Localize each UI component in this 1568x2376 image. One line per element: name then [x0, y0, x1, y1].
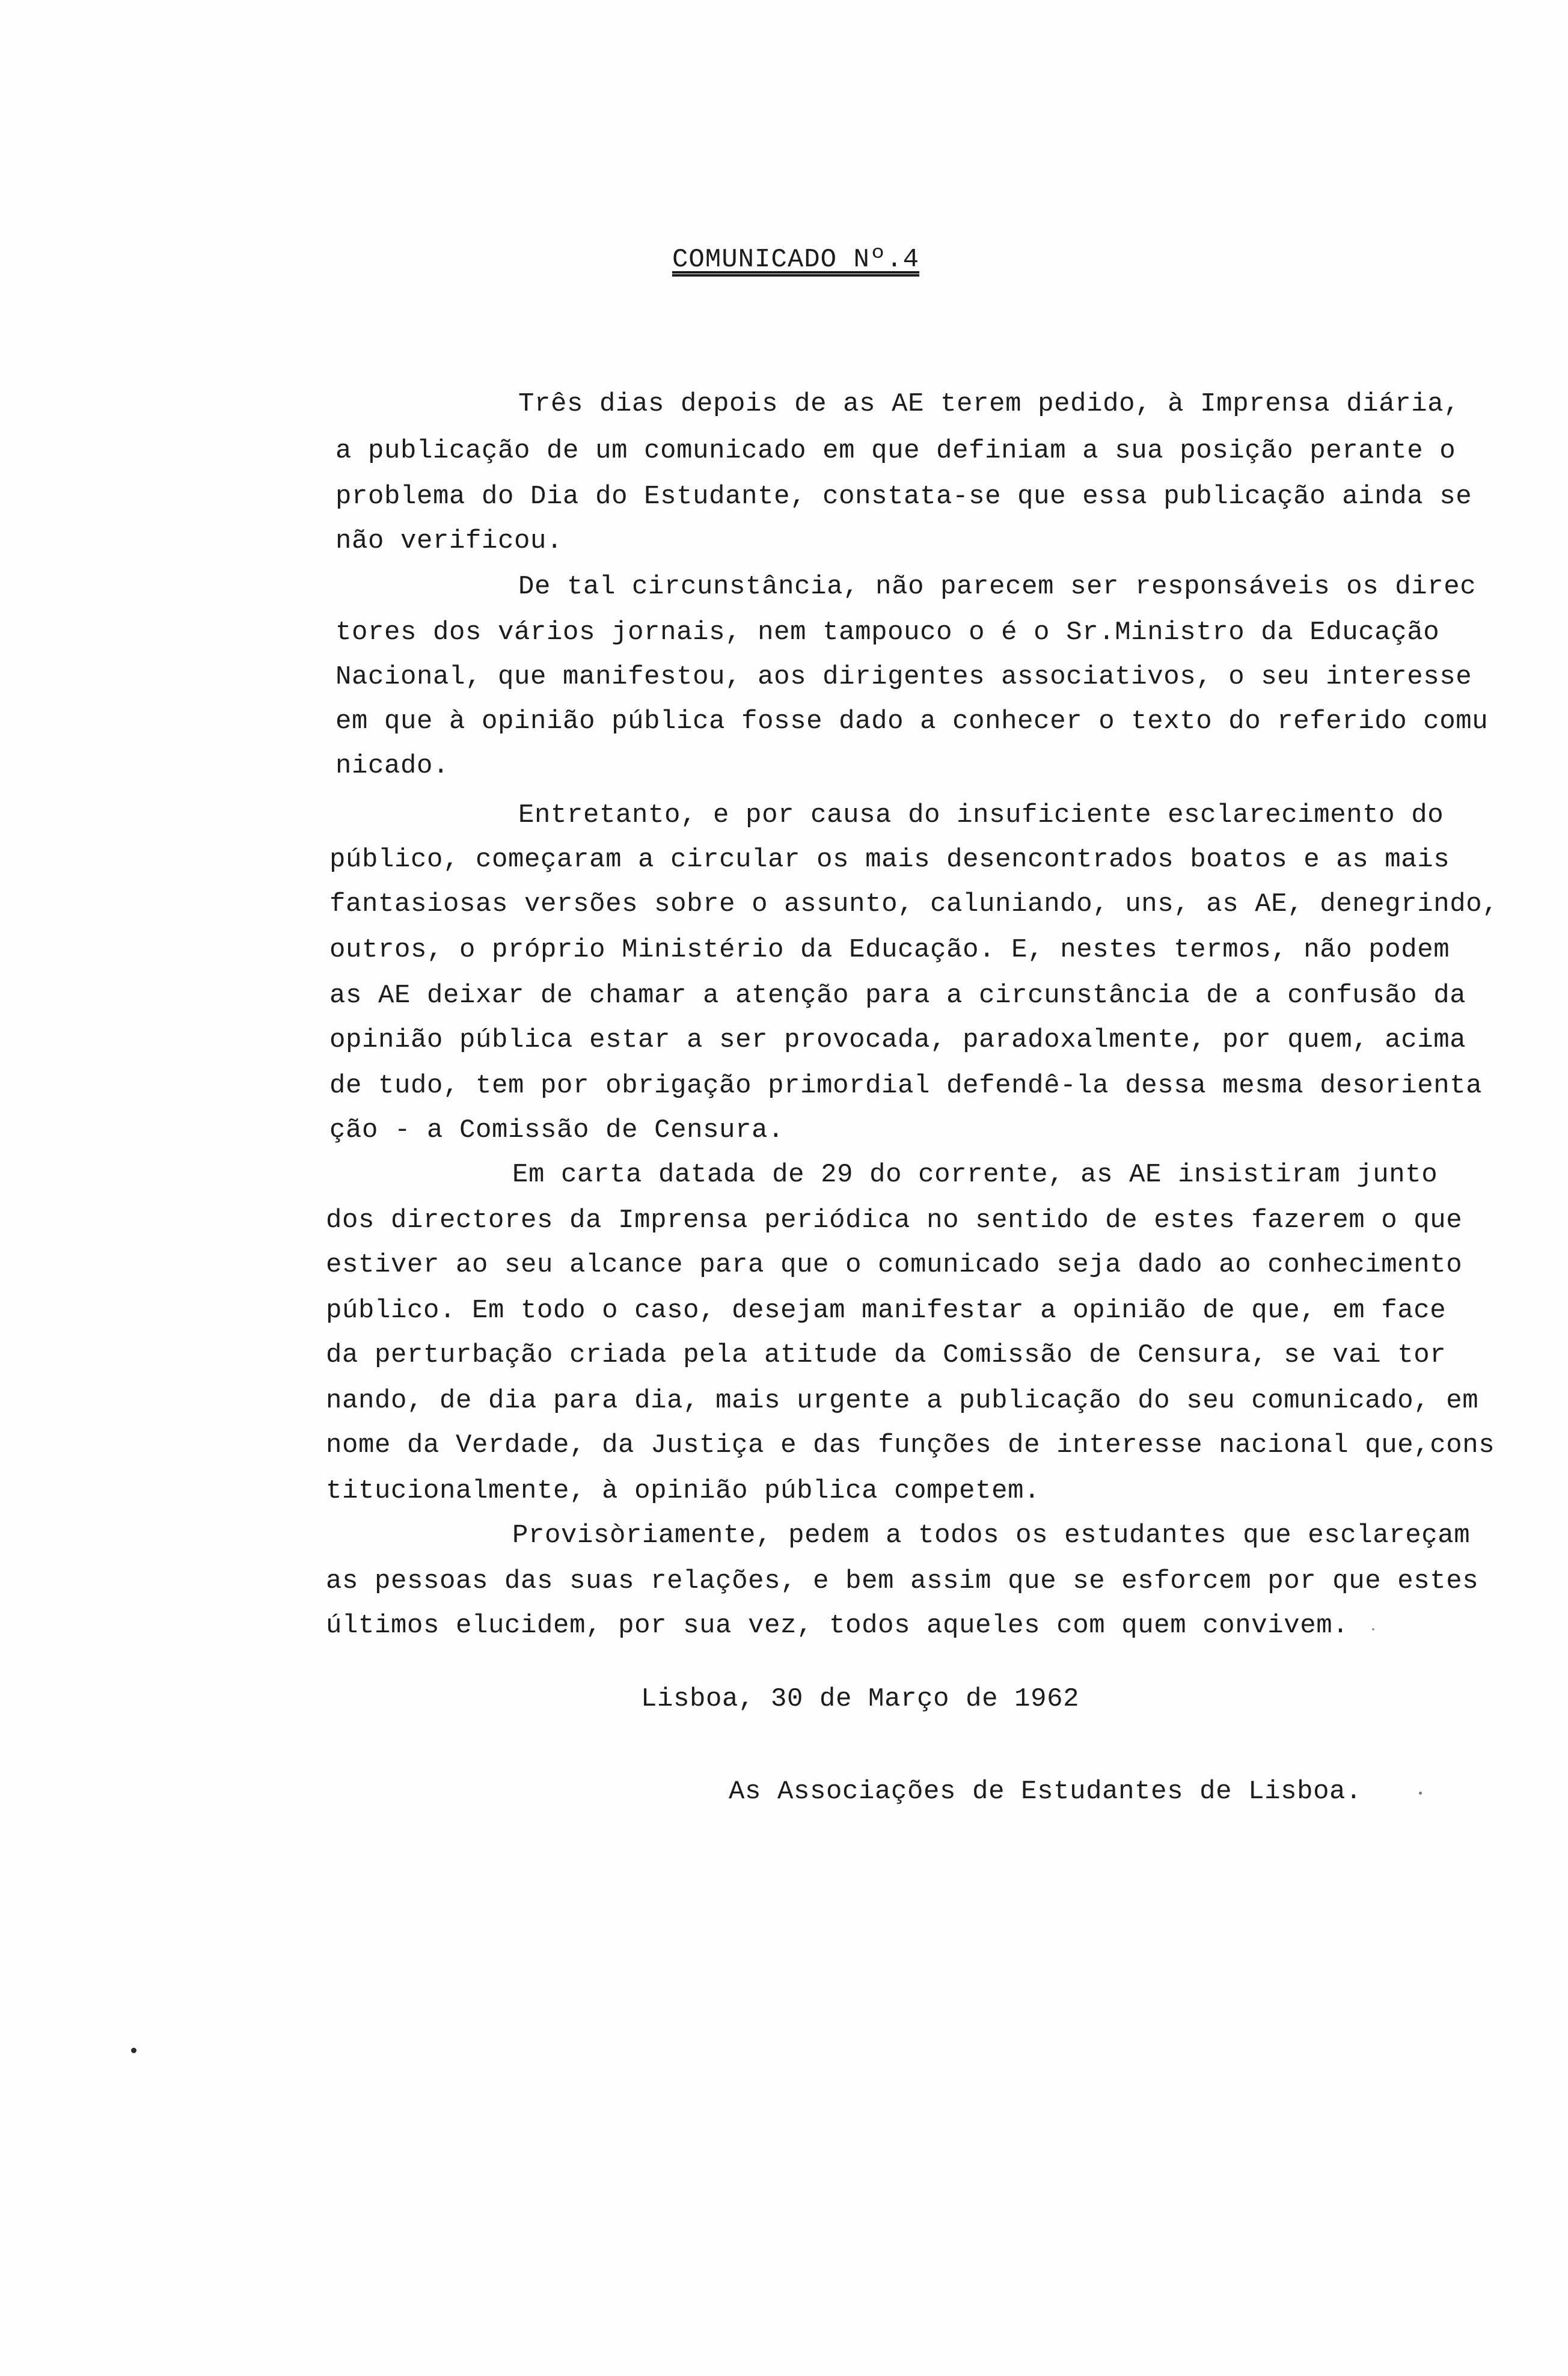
paragraph-2-line-3: Nacional, que manifestou, aos dirigentes associativos, o seu interesse [335, 662, 1472, 692]
scan-speck [131, 2048, 136, 2053]
paragraph-3-line-1: Entretanto, e por causa do insuficiente esclarecimento do [518, 800, 1444, 830]
signature: As Associações de Estudantes de Lisboa. [729, 1777, 1362, 1807]
paragraph-3-line-5: as AE deixar de chamar a atenção para a circunstância de a confusão da [329, 981, 1466, 1011]
paragraph-5-line-2: as pessoas das suas relações, e bem assim que se esforcem por que estes [326, 1566, 1479, 1596]
paragraph-1-line-3: problema do Dia do Estudante, constata-se que essa publicação ainda se [335, 482, 1472, 512]
paragraph-1-line-4: não verificou. [335, 526, 563, 556]
paragraph-3-line-3: fantasiosas versões sobre o assunto, caluniando, uns, as AE, denegrindo, [329, 889, 1499, 919]
scan-speck [1372, 1628, 1374, 1630]
scan-speck [1419, 1792, 1422, 1795]
paragraph-2-line-1: De tal circunstância, não parecem ser responsáveis os direc [518, 572, 1477, 602]
paragraph-4-line-7: nome da Verdade, da Justiça e das funções de interesse nacional que,cons [326, 1430, 1495, 1460]
paragraph-3-line-7: de tudo, tem por obrigação primordial defendê-la dessa mesma desorienta [329, 1071, 1483, 1101]
paragraph-4-line-3: estiver ao seu alcance para que o comunicado seja dado ao conhecimento [326, 1250, 1463, 1280]
paragraph-4-line-1: Em carta datada de 29 do corrente, as AE insistiram junto [512, 1160, 1438, 1190]
paragraph-5-line-1: Provisòriamente, pedem a todos os estudantes que esclareçam [512, 1520, 1471, 1551]
paragraph-4-line-4: público. Em todo o caso, desejam manifestar a opinião de que, em face [326, 1296, 1447, 1326]
paragraph-3-line-8: ção - a Comissão de Censura. [329, 1115, 785, 1145]
paragraph-3-line-6: opinião pública estar a ser provocada, paradoxalmente, por quem, acima [329, 1025, 1466, 1055]
document-title: COMUNICADO Nº.4 [672, 245, 920, 275]
date-line: Lisboa, 30 de Março de 1962 [641, 1684, 1080, 1714]
paragraph-4-line-6: nando, de dia para dia, mais urgente a publicação do seu comunicado, em [326, 1386, 1479, 1416]
paragraph-3-line-4: outros, o próprio Ministério da Educação. E, nestes termos, não podem [329, 935, 1450, 965]
paragraph-5-line-3: últimos elucidem, por sua vez, todos aqueles com quem convivem. [326, 1611, 1349, 1641]
paragraph-1-line-1: Três dias depois de as AE terem pedido, à Imprensa diária, [518, 389, 1460, 419]
paragraph-4-line-5: da perturbação criada pela atitude da Comissão de Censura, se vai tor [326, 1340, 1447, 1370]
paragraph-4-line-8: titucionalmente, à opinião pública competem. [326, 1476, 1041, 1506]
paragraph-2-line-4: em que à opinião pública fosse dado a conhecer o texto do referido comu [335, 706, 1489, 736]
paragraph-2-line-5: nicado. [335, 751, 450, 781]
paragraph-4-line-2: dos directores da Imprensa periódica no sentido de estes fazerem o que [326, 1205, 1463, 1235]
paragraph-2-line-2: tores dos vários jornais, nem tampouco o é o Sr.Ministro da Educação [335, 617, 1440, 648]
paragraph-1-line-2: a publicação de um comunicado em que definiam a sua posição perante o [335, 436, 1456, 466]
paragraph-3-line-2: público, começaram a circular os mais desencontrados boatos e as mais [329, 845, 1450, 875]
